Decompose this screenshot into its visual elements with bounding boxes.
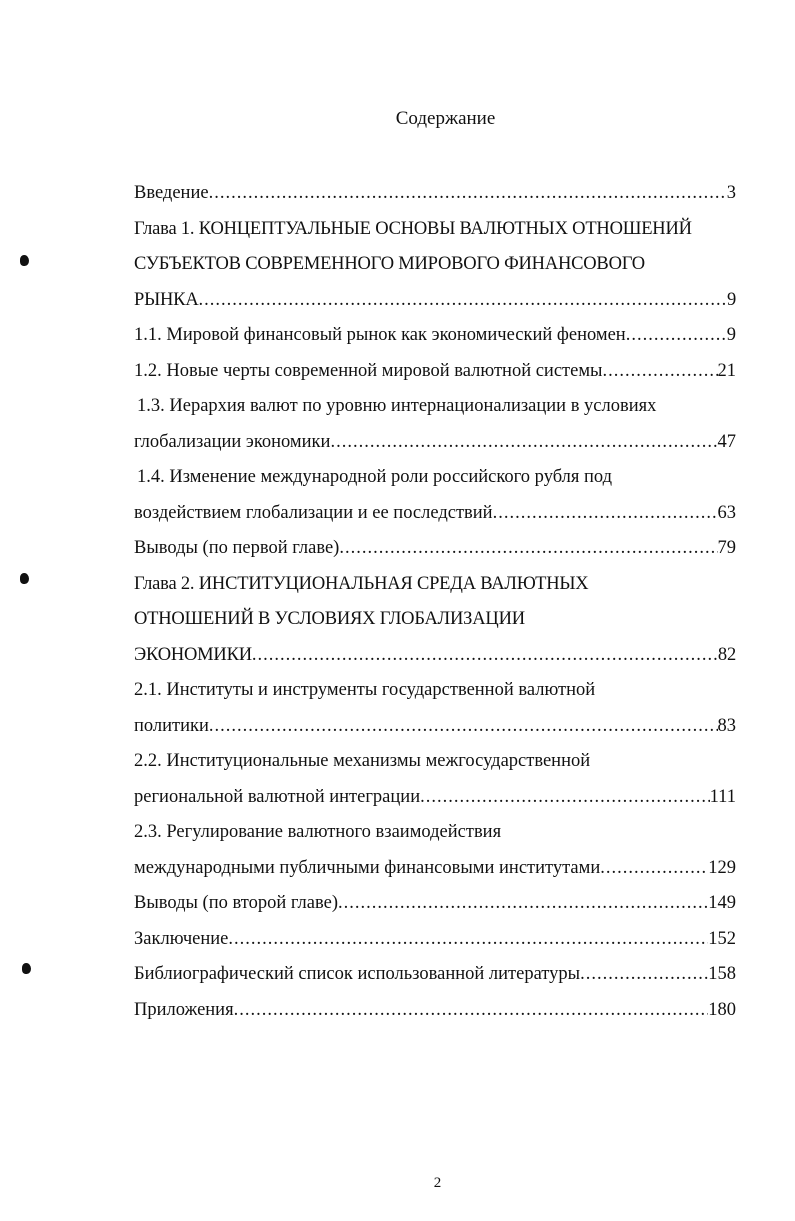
toc-text: международными публичными финансовыми институтами — [134, 857, 601, 878]
toc-text: Введение — [134, 183, 209, 203]
toc-line-chapter-1-title — [134, 212, 736, 248]
toc-page: 149 — [708, 893, 736, 913]
toc-leader-dots — [252, 638, 718, 674]
toc-page: 79 — [717, 538, 736, 558]
toc-text: Библиографический список использованной литературы — [134, 964, 581, 984]
toc-line-section-1-1 — [134, 318, 736, 354]
toc-line-chapter-1-title-cont — [134, 247, 736, 283]
toc-leader-dots — [602, 354, 717, 390]
toc-line-chapter-2-title-cont — [134, 602, 736, 638]
toc-line-section-1-3-end — [134, 425, 736, 461]
toc-page: 82 — [717, 644, 736, 665]
toc-text: 2.1. Институты и инструменты государственной валютной — [134, 680, 596, 700]
toc-leader-dots — [234, 993, 709, 1029]
toc-line-section-2-1 — [134, 673, 736, 709]
toc-text: 1.1. Мировой финансовый рынок как экономический феномен — [134, 325, 626, 345]
toc-text: ЭКОНОМИКИ — [134, 644, 252, 665]
toc-page: 63 — [717, 502, 736, 523]
toc-line-section-1-2 — [134, 354, 736, 390]
toc-page: 9 — [726, 289, 736, 310]
toc-text: 1.4. Изменение международной роли российского рубля под — [137, 467, 613, 487]
toc-line-section-1-4-end — [134, 496, 736, 532]
binding-hole-mark — [22, 963, 31, 974]
toc-page: 3 — [726, 183, 736, 203]
toc-leader-dots — [330, 425, 717, 461]
toc-line-introduction — [134, 176, 736, 212]
toc-text: воздействием глобализации и ее последствий — [134, 502, 493, 523]
toc-text: Заключение — [134, 928, 229, 949]
toc-leader-dots — [626, 318, 727, 354]
toc-leader-dots — [198, 283, 726, 319]
toc-line-section-2-1-end — [134, 709, 736, 745]
toc-text: глобализации экономики — [134, 431, 331, 452]
toc-line-section-2-2-end — [134, 780, 736, 816]
toc-text: ОТНОШЕНИЙ В УСЛОВИЯХ ГЛОБАЛИЗАЦИИ — [134, 609, 525, 629]
toc-text: 1.3. Иерархия валют по уровню интернационализации в условиях — [137, 396, 657, 416]
toc-leader-dots — [209, 176, 727, 212]
toc-leader-dots — [338, 886, 708, 922]
toc-line-section-2-2 — [134, 744, 736, 780]
toc-line-conclusions-1 — [134, 531, 736, 567]
binding-hole-mark — [20, 573, 29, 584]
toc-page: 9 — [726, 325, 736, 345]
toc-line-section-1-4 — [134, 460, 736, 496]
toc-text: РЫНКА — [134, 289, 199, 310]
toc-text: Выводы (по первой главе) — [134, 538, 340, 558]
toc-leader-dots — [580, 957, 708, 993]
toc-page: 158 — [708, 964, 736, 984]
toc-page: 83 — [717, 715, 736, 736]
toc-page: 129 — [708, 857, 736, 878]
page-number: 2 — [433, 1175, 442, 1191]
toc-page: 21 — [717, 360, 736, 381]
toc-text: 2.2. Институциональные механизмы межгосударственной — [134, 751, 591, 771]
toc-leader-dots — [209, 709, 718, 745]
toc-page: 180 — [708, 999, 736, 1020]
toc-page: 111 — [709, 786, 736, 807]
toc-text: Приложения — [134, 999, 234, 1020]
toc-line-chapter-1-title-end — [134, 283, 736, 319]
binding-hole-mark — [20, 255, 29, 266]
toc-leader-dots — [339, 531, 717, 567]
toc-text: 2.3. Регулирование валютного взаимодействия — [134, 822, 502, 842]
toc-text: Выводы (по второй главе) — [134, 893, 338, 913]
toc-text: политики — [134, 715, 209, 736]
toc-line-bibliography — [134, 957, 736, 993]
toc-text: Глава 1. КОНЦЕПТУАЛЬНЫЕ ОСНОВЫ ВАЛЮТНЫХ ОТНОШЕНИЙ — [134, 218, 692, 239]
toc-line-section-1-3 — [134, 389, 736, 425]
page-title: Содержание — [395, 108, 496, 129]
toc-text: региональной валютной интеграции — [134, 786, 421, 807]
table-of-contents — [134, 176, 736, 1028]
toc-page: 152 — [708, 928, 736, 949]
toc-line-conclusion — [134, 922, 736, 958]
toc-line-chapter-2-title-end — [134, 638, 736, 674]
toc-line-section-2-3 — [134, 815, 736, 851]
toc-line-conclusions-2 — [134, 886, 736, 922]
toc-leader-dots — [600, 851, 708, 887]
toc-line-section-2-3-end — [134, 851, 736, 887]
toc-text: 1.2. Новые черты современной мировой валютной системы — [134, 360, 603, 381]
toc-leader-dots — [228, 922, 708, 958]
toc-line-appendices — [134, 993, 736, 1029]
toc-text: СУБЪЕКТОВ СОВРЕМЕННОГО МИРОВОГО ФИНАНСОВОГО — [134, 254, 645, 274]
toc-page: 47 — [717, 431, 736, 452]
toc-line-chapter-2-title — [134, 567, 736, 603]
toc-text: Глава 2. ИНСТИТУЦИОНАЛЬНАЯ СРЕДА ВАЛЮТНЫХ — [134, 573, 589, 594]
toc-leader-dots — [493, 496, 718, 532]
toc-leader-dots — [420, 780, 710, 816]
